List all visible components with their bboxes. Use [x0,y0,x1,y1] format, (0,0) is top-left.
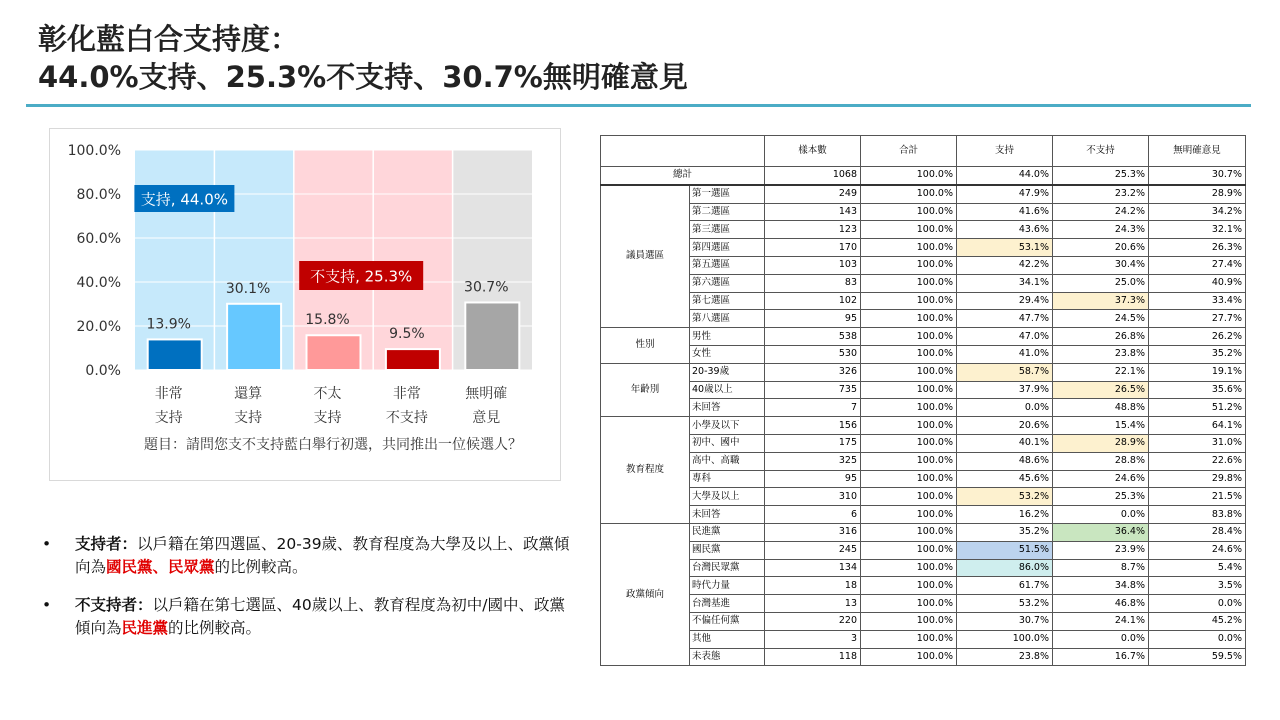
table-cell: 47.0% [957,328,1053,346]
table-cell: 15.4% [1053,417,1149,435]
table-cell: 0.0% [1053,630,1149,648]
table-row [601,559,1246,577]
table-cell: 26.3% [1149,239,1246,257]
table-cell: 118 [765,648,861,666]
table-cell: 0.0% [1149,630,1246,648]
table-row [601,434,1246,452]
table-cell: 29.4% [957,292,1053,310]
table-cell: 24.5% [1053,310,1149,328]
bullet-highlight: 國民黨、民眾黨 [106,558,215,576]
table-cell: 310 [765,488,861,506]
callout-label-0: 支持, 44.0% [140,190,229,209]
table-row [601,274,1246,292]
header-cell: 支持 [957,136,1053,167]
table-cell: 0.0% [1149,595,1246,613]
table-cell: 16.2% [957,506,1053,524]
table-cell: 100.0% [861,452,957,470]
table-cell: 100.0% [861,541,957,559]
table-cell: 100.0% [861,648,957,666]
row-label: 台灣民眾黨 [690,559,765,577]
table-cell: 59.5% [1149,648,1246,666]
table-cell: 27.4% [1149,256,1246,274]
table-cell: 24.2% [1053,203,1149,221]
bullet-label: 不支持者： [75,596,153,614]
row-label: 未回答 [690,399,765,417]
table-cell: 24.1% [1053,612,1149,630]
table-cell: 64.1% [1149,417,1246,435]
group-label: 議員選區 [601,185,690,328]
table-row [601,470,1246,488]
table-cell: 134 [765,559,861,577]
table-row [601,488,1246,506]
x-category-label: 支持 [313,410,342,426]
table-cell: 220 [765,612,861,630]
table-cell: 100.0% [861,239,957,257]
table-cell: 30.7% [1149,167,1246,185]
table-cell: 19.1% [1149,363,1246,381]
table-cell: 100.0% [861,221,957,239]
table-cell: 51.5% [957,541,1053,559]
table-row [601,648,1246,666]
table-cell: 95 [765,310,861,328]
row-label: 第三選區 [690,221,765,239]
row-label: 男性 [690,328,765,346]
row-label: 不偏任何黨 [690,612,765,630]
table-cell: 23.8% [957,648,1053,666]
table-cell: 6 [765,506,861,524]
table-cell: 5.4% [1149,559,1246,577]
table-cell: 245 [765,541,861,559]
table-cell: 46.8% [1053,595,1149,613]
bar-value-label: 13.9% [146,316,191,333]
table-cell: 735 [765,381,861,399]
table-row [601,452,1246,470]
table-cell: 123 [765,221,861,239]
table-cell: 37.9% [957,381,1053,399]
table-cell: 86.0% [957,559,1053,577]
table-cell: 23.2% [1053,185,1149,203]
table-cell: 47.7% [957,310,1053,328]
header-cell [601,136,765,167]
row-label: 第二選區 [690,203,765,221]
table-cell: 48.8% [1053,399,1149,417]
row-label: 高中、高職 [690,452,765,470]
table-cell: 58.7% [957,363,1053,381]
table-cell: 26.5% [1053,381,1149,399]
table-cell: 538 [765,328,861,346]
table-cell: 53.2% [957,595,1053,613]
table-cell: 31.0% [1149,434,1246,452]
x-category-label: 意見 [472,410,501,426]
bullet-item [40,533,580,579]
table-row [601,417,1246,435]
table-row [601,363,1246,381]
table-cell: 530 [765,345,861,363]
group-label: 教育程度 [601,417,690,524]
bullet-text: 以戶籍在第七選區、40歲以上、教育程度為初中/國中、政黨傾向為 [75,596,565,637]
row-label: 女性 [690,345,765,363]
bullet-text: 的比例較高。 [168,619,262,637]
x-category-label: 不太 [313,386,342,402]
row-label: 未回答 [690,506,765,524]
table-cell: 100.0% [861,434,957,452]
table-cell: 53.1% [957,239,1053,257]
table-row [601,221,1246,239]
bar-value-label: 30.1% [225,280,271,297]
table-cell: 100.0% [861,559,957,577]
table-cell: 36.4% [1053,523,1149,541]
table-cell: 100.0% [861,345,957,363]
row-label: 第六選區 [690,274,765,292]
table-cell: 45.6% [957,470,1053,488]
table-cell: 42.2% [957,256,1053,274]
table-cell: 25.3% [1053,167,1149,185]
table-cell: 0.0% [957,399,1053,417]
x-category-label: 支持 [234,410,263,426]
table-cell: 32.1% [1149,221,1246,239]
bar-1 [227,304,281,370]
table-cell: 24.6% [1053,470,1149,488]
table-cell: 24.3% [1053,221,1149,239]
table-row [601,310,1246,328]
table-cell: 100.0% [861,630,957,648]
table-row [601,185,1246,203]
table-cell: 100.0% [861,612,957,630]
row-label: 民進黨 [690,523,765,541]
bar-chart-panel [49,128,561,481]
table-cell: 24.6% [1149,541,1246,559]
table-cell: 100.0% [861,417,957,435]
table-cell: 28.9% [1053,434,1149,452]
row-label: 第一選區 [690,185,765,203]
table-cell: 41.0% [957,345,1053,363]
row-label: 初中、國中 [690,434,765,452]
table-cell: 100.0% [861,274,957,292]
table-cell: 3.5% [1149,577,1246,595]
x-category-label: 還算 [234,386,263,402]
table-cell: 156 [765,417,861,435]
row-label: 台灣基進 [690,595,765,613]
table-row [601,381,1246,399]
y-tick-label: 20.0% [76,319,121,335]
table-cell: 27.7% [1149,310,1246,328]
table-cell: 100.0% [861,185,957,203]
row-label: 小學及以下 [690,417,765,435]
table-cell: 8.7% [1053,559,1149,577]
y-tick-label: 60.0% [76,231,121,247]
row-label: 20-39歲 [690,363,765,381]
table-cell: 45.2% [1149,612,1246,630]
table-cell: 26.8% [1053,328,1149,346]
row-label: 大學及以上 [690,488,765,506]
table-row [601,399,1246,417]
x-category-label: 支持 [154,410,183,426]
title-block [38,20,688,96]
table-cell: 35.2% [1149,345,1246,363]
table-row [601,523,1246,541]
table-cell: 100.0% [861,363,957,381]
table-cell: 143 [765,203,861,221]
table-cell: 102 [765,292,861,310]
table-row [601,577,1246,595]
table-cell: 28.9% [1149,185,1246,203]
table-total-row [601,167,1246,185]
table-row [601,541,1246,559]
bullet-dot-icon: • [42,535,52,553]
table-row [601,292,1246,310]
table-cell: 83.8% [1149,506,1246,524]
y-tick-label: 80.0% [76,187,121,203]
bullet-text: 的比例較高。 [214,558,308,576]
table-cell: 83 [765,274,861,292]
table-row [601,630,1246,648]
bullet-label: 支持者： [75,535,138,553]
table-cell: 35.6% [1149,381,1246,399]
row-label: 第八選區 [690,310,765,328]
table-cell: 100.0% [861,506,957,524]
table-cell: 33.4% [1149,292,1246,310]
bar-value-label: 9.5% [389,326,425,343]
bar-3 [386,349,440,370]
table-cell: 170 [765,239,861,257]
table-cell: 23.8% [1053,345,1149,363]
y-tick-label: 0.0% [85,363,121,379]
row-label: 第七選區 [690,292,765,310]
row-label: 第四選區 [690,239,765,257]
table-cell: 100.0% [861,577,957,595]
bar-4 [465,302,519,370]
row-label: 未表態 [690,648,765,666]
table-cell: 249 [765,185,861,203]
row-label: 其他 [690,630,765,648]
table-row [601,328,1246,346]
table-row [601,203,1246,221]
table-cell: 1068 [765,167,861,185]
table-cell: 53.2% [957,488,1053,506]
table-cell: 100.0% [861,328,957,346]
y-tick-label: 100.0% [67,143,121,159]
callout-label-1: 不支持, 25.3% [310,267,413,286]
table-cell: 35.2% [957,523,1053,541]
table-cell: 28.8% [1053,452,1149,470]
row-label: 國民黨 [690,541,765,559]
y-tick-label: 40.0% [76,275,121,291]
row-label: 專科 [690,470,765,488]
group-label: 性別 [601,328,690,364]
table-cell: 13 [765,595,861,613]
bar-0 [148,339,202,370]
plot-band-0 [135,150,214,370]
table-cell: 0.0% [1053,506,1149,524]
table-cell: 61.7% [957,577,1053,595]
table-cell: 34.1% [957,274,1053,292]
table-cell: 100.0% [861,167,957,185]
table-cell: 3 [765,630,861,648]
table-row [601,256,1246,274]
bullet-item [40,594,580,640]
table-row [601,345,1246,363]
table-cell: 28.4% [1149,523,1246,541]
bar-value-label: 30.7% [464,279,509,296]
row-label: 40歲以上 [690,381,765,399]
table-cell: 325 [765,452,861,470]
bar-2 [307,335,361,370]
table-cell: 100.0% [861,595,957,613]
x-category-label: 非常 [154,386,183,402]
bullet-text: 以戶籍在第四選區、20-39歲、教育程度為大學及以上、政黨傾向為 [75,535,570,576]
header-cell: 無明確意見 [1149,136,1246,167]
table-row [601,595,1246,613]
table-cell: 43.6% [957,221,1053,239]
table-cell: 37.3% [1053,292,1149,310]
table-cell: 25.3% [1053,488,1149,506]
table-cell: 20.6% [1053,239,1149,257]
table-row [601,612,1246,630]
total-label: 總計 [601,167,765,185]
table-cell: 18 [765,577,861,595]
table-cell: 16.7% [1053,648,1149,666]
table-cell: 23.9% [1053,541,1149,559]
row-label: 第五選區 [690,256,765,274]
row-label: 時代力量 [690,577,765,595]
table-header-row [601,136,1246,167]
table-cell: 34.8% [1053,577,1149,595]
table-cell: 47.9% [957,185,1053,203]
table-cell: 100.0% [861,488,957,506]
table-cell: 326 [765,363,861,381]
table-cell: 100.0% [861,470,957,488]
x-category-label: 非常 [392,386,421,402]
table-cell: 100.0% [861,399,957,417]
table-cell: 100.0% [957,630,1053,648]
table-cell: 20.6% [957,417,1053,435]
table-cell: 103 [765,256,861,274]
table-cell: 29.8% [1149,470,1246,488]
table-cell: 30.7% [957,612,1053,630]
crosstab-table [600,135,1246,666]
group-label: 政黨傾向 [601,523,690,665]
table-cell: 26.2% [1149,328,1246,346]
table-cell: 48.6% [957,452,1053,470]
table-row [601,506,1246,524]
table-cell: 51.2% [1149,399,1246,417]
table-cell: 175 [765,434,861,452]
table-cell: 100.0% [861,310,957,328]
table-cell: 95 [765,470,861,488]
table-cell: 100.0% [861,256,957,274]
table-cell: 100.0% [861,292,957,310]
bullet-highlight: 民進黨 [121,619,169,637]
x-category-label: 不支持 [385,410,428,426]
table-cell: 22.6% [1149,452,1246,470]
table-cell: 100.0% [861,523,957,541]
x-category-label: 無明確 [465,386,508,402]
bullet-dot-icon: • [42,596,52,614]
table-cell: 316 [765,523,861,541]
title-divider [26,104,1251,107]
table-row [601,239,1246,257]
chart-question: 題目：請問您支不支持藍白舉行初選，共同推出一位候選人？ [144,437,522,453]
table-cell: 100.0% [861,381,957,399]
summary-bullets [40,533,580,655]
page-title-line1: 彰化藍白合支持度： [38,22,300,56]
group-label: 年齡別 [601,363,690,416]
table-cell: 21.5% [1149,488,1246,506]
table-cell: 100.0% [861,203,957,221]
header-cell: 樣本數 [765,136,861,167]
header-cell: 合計 [861,136,957,167]
bar-chart [50,129,562,482]
table-cell: 40.1% [957,434,1053,452]
header-cell: 不支持 [1053,136,1149,167]
table-cell: 34.2% [1149,203,1246,221]
page-title-line2: 44.0%支持、25.3%不支持、30.7%無明確意見 [38,60,688,94]
table-cell: 22.1% [1053,363,1149,381]
table-cell: 40.9% [1149,274,1246,292]
table-cell: 44.0% [957,167,1053,185]
table-cell: 7 [765,399,861,417]
bar-value-label: 15.8% [305,312,350,329]
table-cell: 41.6% [957,203,1053,221]
table-cell: 30.4% [1053,256,1149,274]
table-cell: 25.0% [1053,274,1149,292]
